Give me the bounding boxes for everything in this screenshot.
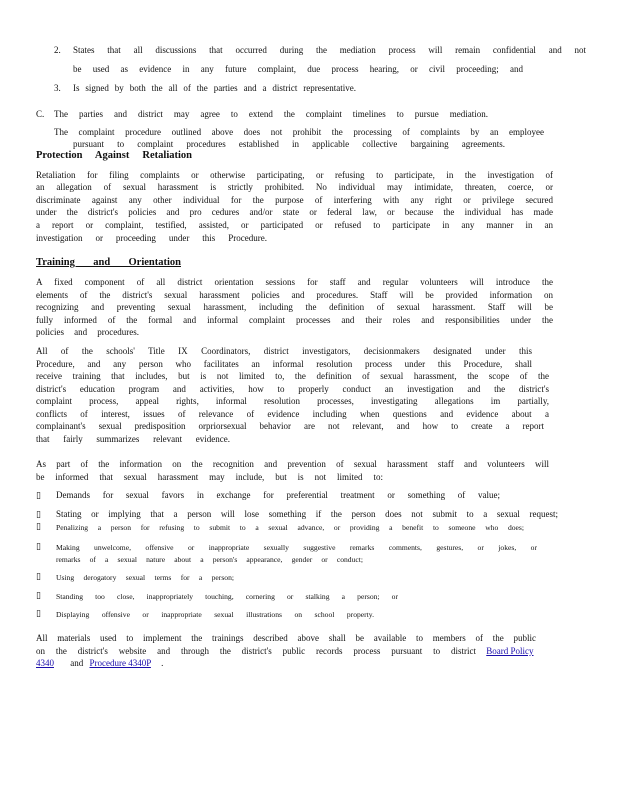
training-p2-line: Procedure, and any person who facilitates an informal resolution process under this Procedure, shall	[36, 359, 532, 369]
closing-period: .	[161, 658, 164, 668]
bullet-box-icon: ▯	[36, 590, 41, 600]
training-p2-line: district's education program and activities, how to properly conduct an investigation and the district's	[36, 384, 549, 394]
policy-4340-link[interactable]: 4340	[36, 658, 54, 668]
bullet-box-icon: ▯	[36, 608, 41, 618]
board-policy-link[interactable]: Board Policy	[486, 646, 534, 656]
section-c-letter: C.	[36, 109, 45, 119]
closing-line2	[36, 646, 546, 657]
closing-line3	[36, 658, 163, 669]
list-number-2: 2.	[54, 45, 61, 55]
retaliation-heading: Protection Against Retaliation	[36, 150, 192, 161]
list-item-2-line1: States that all discussions that occurred during the mediation process will remain confidential and not	[73, 45, 586, 55]
retaliation-line: Retaliation for filing complaints or otherwise participating, or refusing to participate, in the investigation of	[36, 170, 553, 180]
training-p1-line: elements of the district's sexual harassment policies and procedures. Staff will be provided information on	[36, 290, 553, 300]
bullet-box-icon: ▯	[36, 541, 41, 551]
section-c-p2-line2: pursuant to complaint procedures established in applicable collective bargaining agreements.	[73, 139, 505, 149]
training-p2-line: complaint process, appeal rights, informal resolution processes, investigating allegations im partially,	[36, 396, 549, 406]
retaliation-line: discriminate against any other individual for the purpose of interfering with any right or privilege secured	[36, 195, 553, 205]
training-p1-line: fully informed of the formal and informal complaint processes and their roles and responsibilities under the	[36, 315, 553, 325]
list-item-3-line1: Is signed by both the all of the parties and a district representative.	[73, 83, 356, 93]
training-heading: Training and Orientation	[36, 257, 181, 268]
training-p1-line: policies and procedures.	[36, 327, 139, 337]
bullet-box-icon: ▯	[36, 509, 41, 519]
bullet-item: Displaying offensive or inappropriate sexual illustrations on school property.	[56, 610, 374, 619]
list-number-3: 3.	[54, 83, 61, 93]
retaliation-line: an allegation of sexual harassment is strictly prohibited. No individual may intimidate, threaten, coerce, or	[36, 182, 553, 192]
bullet-item: Stating or implying that a person will lose something if the person does not submit to a sexual request;	[56, 509, 558, 519]
closing-and-text: and	[70, 658, 84, 668]
bullet-item-continuation: remarks of a sexual nature about a person's appearance, gender or conduct;	[56, 555, 363, 564]
training-p2-line: that fairly summarizes relevant evidence.	[36, 434, 230, 444]
section-c-line1: The parties and district may agree to extend the complaint timelines to pursue mediation.	[54, 109, 488, 119]
bullet-item: Demands for sexual favors in exchange for preferential treatment or something of value;	[56, 490, 500, 500]
training-p1-line: recognizing and preventing sexual harassment, including the definition of sexual harassment. Staff will be	[36, 302, 553, 312]
procedure-4340p-link[interactable]: Procedure 4340P	[89, 658, 151, 668]
training-p3-line: As part of the information on the recognition and prevention of sexual harassment staff and volunteers will	[36, 459, 549, 469]
training-p2-line: conflicts of interest, issues of relevance of evidence including when questions and evidence about a	[36, 409, 549, 419]
closing-line2-text: on the district's website and through the district's public records process pursuant to district	[36, 646, 476, 656]
training-p2-line: receive training that includes, but is not limited to, the definition of sexual harassment, the scope of the	[36, 371, 549, 381]
retaliation-line: a report or complaint, testified, assisted, or participated or refused to participate in any manner in an	[36, 220, 553, 230]
training-p1-line: A fixed component of all district orientation sessions for staff and regular volunteers will introduce the	[36, 277, 553, 287]
bullet-box-icon: ▯	[36, 571, 41, 581]
bullet-item: Making unwelcome, offensive or inappropriate sexually suggestive remarks comments, gestures, or jokes, or	[56, 543, 537, 552]
bullet-box-icon: ▯	[36, 490, 41, 500]
retaliation-line: investigation or proceeding under this Procedure.	[36, 233, 267, 243]
retaliation-line: under the district's policies and pro cedures and/or state or federal law, or because the individual has made	[36, 207, 553, 217]
bullet-item: Using derogatory sexual terms for a person;	[56, 573, 234, 582]
closing-line1: All materials used to implement the trainings described above shall be available to members of the public	[36, 633, 536, 643]
training-p3-line: be informed that sexual harassment may include, but is not limited to:	[36, 472, 383, 482]
bullet-item: Penalizing a person for refusing to submit to a sexual advance, or providing a benefit to someone who does;	[56, 523, 524, 532]
bullet-item: Standing too close, inappropriately touching, cornering or stalking a person; or	[56, 592, 398, 601]
section-c-p2-line1: The complaint procedure outlined above does not prohibit the processing of complaints by an employee	[54, 127, 544, 137]
training-p2-line: complainant's sexual predisposition orpriorsexual behavior are not relevant, and how to create a report	[36, 421, 544, 431]
training-p2-line: All of the schools' Title IX Coordinators, district investigators, decisionmakers designated under this	[36, 346, 532, 356]
list-item-2-line2: be used as evidence in any future complaint, due process hearing, or civil proceeding; and	[73, 64, 523, 74]
bullet-box-icon: ▯	[36, 521, 41, 531]
